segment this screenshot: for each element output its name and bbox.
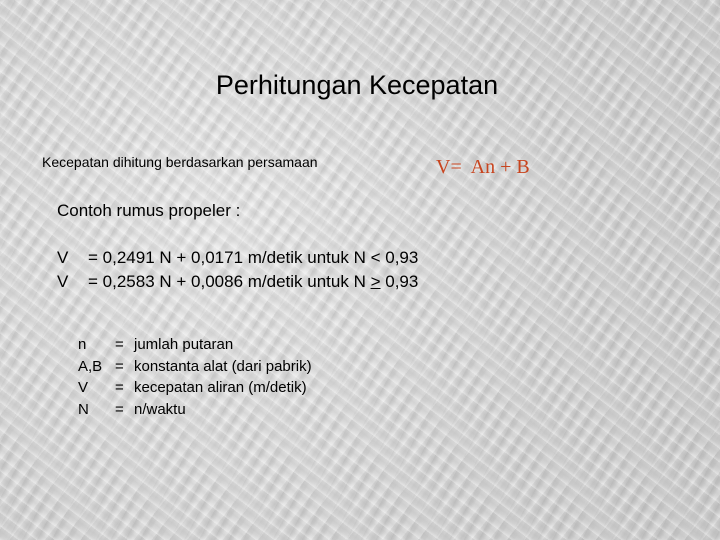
legend-description: konstanta alat (dari pabrik) (134, 357, 312, 375)
equation-row (57, 270, 418, 294)
slide-title: Perhitungan Kecepatan (215, 70, 499, 100)
equation-row (57, 246, 418, 270)
equation-value: 0,93 (380, 272, 419, 291)
equation-value: 0,93 (380, 248, 419, 267)
legend-equals: = (115, 379, 124, 396)
legend-equals: = (115, 336, 124, 353)
legend-description: kecepatan aliran (m/detik) (134, 379, 307, 396)
example-heading: Contoh rumus propeler : (57, 201, 241, 220)
legend-symbol: N (78, 400, 89, 418)
legend-row (78, 399, 312, 421)
legend-row (78, 377, 312, 399)
legend-description: jumlah putaran (134, 336, 234, 353)
equation-lhs: V (57, 248, 69, 267)
legend-row (78, 356, 312, 378)
equation-operator: > (370, 272, 381, 291)
equation-rhs: = 0,2583 N + 0,0086 m/detik untuk N (88, 272, 371, 291)
legend-symbol: n (78, 336, 87, 353)
legend-equals: = (115, 400, 124, 418)
equation-list (57, 246, 418, 294)
legend-description: n/waktu (134, 400, 186, 418)
legend-symbol: V (78, 379, 89, 396)
variable-legend (78, 334, 312, 420)
intro-text: Kecepatan dihitung berdasarkan persamaan (42, 154, 318, 170)
legend-row (78, 334, 312, 356)
legend-symbol: A,B (78, 357, 103, 375)
equation-operator: < (370, 248, 381, 267)
legend-equals: = (115, 357, 124, 375)
equation-rhs: = 0,2491 N + 0,0171 m/detik untuk N (88, 248, 371, 267)
velocity-formula: V= An + B (436, 156, 530, 178)
equation-lhs: V (57, 272, 69, 291)
